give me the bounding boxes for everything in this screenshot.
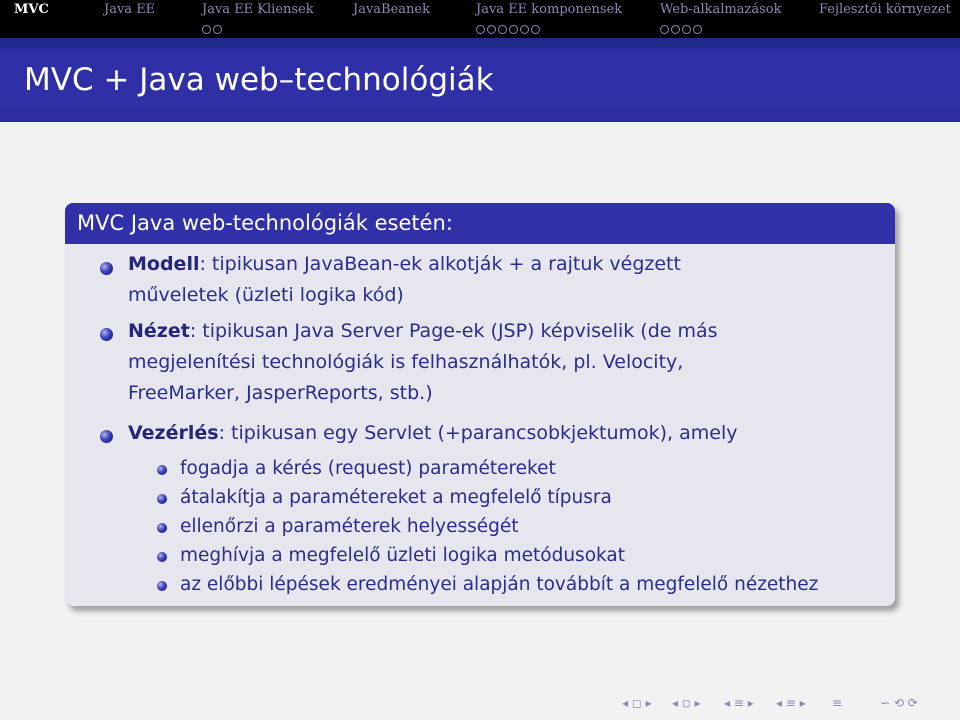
item-line: megjelenítési technológiák is felhasználhatók, pl. Velocity, (128, 351, 684, 373)
sub-bullet-icon (157, 552, 167, 562)
content-block (65, 203, 895, 606)
item-term: Nézet (128, 320, 190, 342)
bullet-icon (100, 430, 113, 443)
search-nav-icon[interactable]: ∽ ⟲ ⟳ (880, 696, 918, 710)
item-line: műveletek (üzleti logika kód) (128, 284, 404, 306)
frame-title: MVC + Java web–technológiák (24, 62, 494, 98)
item-vezerles (128, 418, 848, 449)
nav-section-mvc[interactable]: MVC (14, 2, 49, 17)
nav-section-java-ee-kliensek[interactable]: Java EE Kliensek (202, 2, 314, 17)
item-line: : tipikusan egy Servlet (+parancsobkjektumok), amely (218, 422, 738, 444)
bullet-icon (100, 262, 113, 275)
frame-nav-icon[interactable]: ◂ ◻ ▸ (622, 696, 652, 710)
document-nav-icon[interactable]: ◂ ≡ ▸ (776, 696, 806, 710)
block-title: MVC Java web-technológiák esetén: (65, 203, 895, 244)
nav-frame-dots-kliensek[interactable] (202, 19, 224, 31)
nav-frame-dots-web[interactable] (660, 19, 704, 31)
item-term: Vezérlés (128, 422, 219, 444)
subitem: fogadja a kérés (request) paramétereket (180, 458, 556, 479)
subitem: átalakítja a paramétereket a megfelelő típusra (180, 487, 612, 508)
nav-section-fejlesztoi-kornyezet[interactable]: Fejlesztői környezet (819, 2, 951, 17)
item-nezet (128, 316, 848, 409)
nav-section-java-ee[interactable]: Java EE (104, 2, 156, 17)
nav-frame-dots-komponensek[interactable] (476, 19, 542, 31)
item-line: FreeMarker, JasperReports, stb.) (128, 382, 433, 404)
sub-bullet-icon (157, 581, 167, 591)
bullet-icon (100, 328, 113, 341)
nav-section-javabeanek[interactable]: JavaBeanek (353, 2, 430, 17)
subitem: meghívja a megfelelő üzleti logika metódusokat (180, 545, 625, 566)
item-term: Modell (128, 253, 200, 275)
nav-section-web-alkalmazasok[interactable]: Web-alkalmazások (660, 2, 782, 17)
align-icon[interactable]: ≡ (832, 696, 843, 710)
sub-bullet-icon (157, 494, 167, 504)
subsection-nav-icon[interactable]: ◂ ◽ ▸ (672, 696, 701, 710)
item-line: : tipikusan Java Server Page-ek (JSP) képviselik (de más (189, 320, 718, 342)
item-modell (128, 249, 848, 311)
subitem: ellenőrzi a paraméterek helyességét (180, 516, 519, 537)
nav-section-java-ee-komponensek[interactable]: Java EE komponensek (476, 2, 623, 17)
subitem: az előbbi lépések eredményei alapján továbbít a megfelelő nézethez (180, 574, 819, 595)
item-line: : tipikusan JavaBean-ek alkotják + a rajtuk végzett (199, 253, 681, 275)
section-nav-icon[interactable]: ◂ ≡ ▸ (724, 696, 754, 710)
sub-bullet-icon (157, 465, 167, 475)
section-navigation-bar (0, 0, 960, 38)
sub-bullet-icon (157, 523, 167, 533)
